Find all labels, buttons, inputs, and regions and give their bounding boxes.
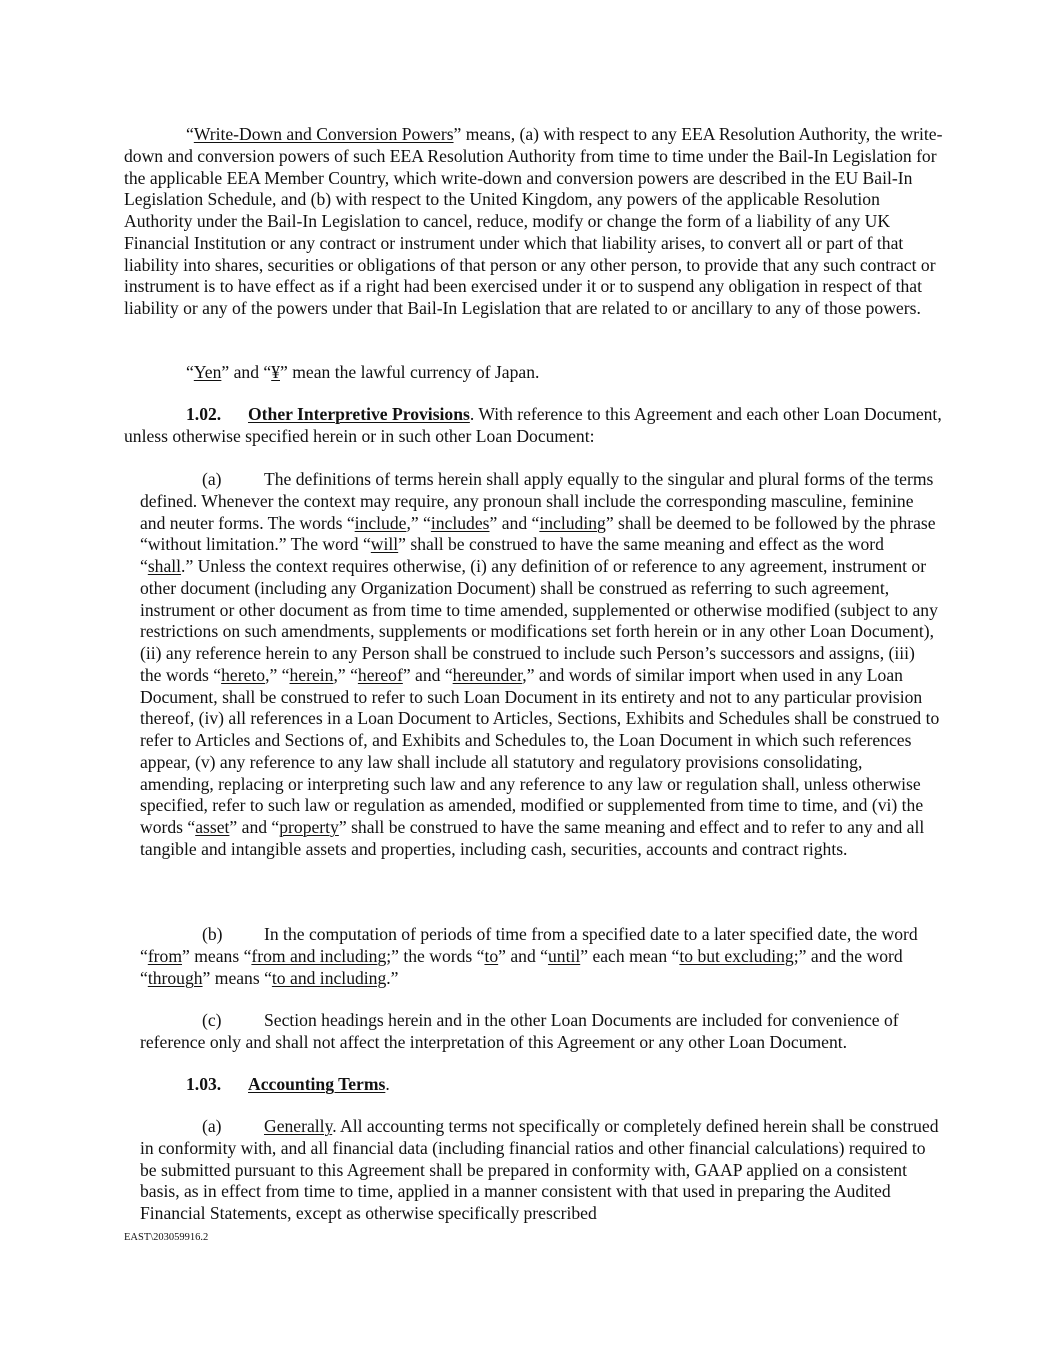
defined-term-write-down: Write-Down and Conversion Powers: [193, 124, 454, 144]
section-1-02-paragraph: [124, 404, 944, 448]
clause-1-03-a: [140, 1116, 940, 1225]
section-heading: Accounting Terms: [248, 1074, 386, 1094]
clause-text: . All accounting terms not specifically or completely defined herein shall be construed in conformity with, and all financial data (including financial ratios and other financial calculations) required to be submitted pursuant to this Agreement shall be prepared in conformity with, GAAP applied on a consistent basis, as in effect from time to time, applied in a manner consistent with that used in preparing the Audited Financial Statements, except as otherwise specifically prescribed: [140, 1116, 939, 1223]
term-property: property: [279, 817, 339, 837]
clause-text: ” and “: [229, 817, 280, 837]
term-from-and-including: from and including: [251, 945, 387, 966]
section-text: .: [385, 1074, 390, 1094]
clause-label: (a): [202, 1116, 222, 1136]
clause-label: (b): [202, 924, 223, 944]
clause-text: ,” and words of similar import when used in any Loan Document, shall be construed to refer to such Loan Document in its entirety and not to any particular provision thereof, (iv) all references in a Loan Document to Articles, Sections, Exhibits and Schedules shall be construed to refer to Articles and Sections of, and Exhibits and Schedules to, the Loan Document in which such references appear, (v) any reference to any law shall include all statutory and regulatory provisions consolidating, amending, replacing or interpreting such law and any reference to any law or regulation shall, unless otherwise specified, refer to such law or regulation as amended, modified or supplemented from time to time, and (vi) the words “: [140, 664, 940, 837]
clause-text: ;” and the word “: [140, 945, 903, 988]
clause-text: ;” the words “: [386, 945, 485, 966]
clause-text: In the computation of periods of time from a specified date to a later specified date, the word “: [140, 924, 918, 966]
clause-text: ,” “: [406, 512, 431, 533]
clause-text: ” shall be deemed to be followed by the phrase “without limitation.” The word “: [140, 512, 936, 555]
defined-term-yen-symbol: ¥: [271, 362, 280, 382]
clause-text: ” and “: [498, 945, 548, 966]
clause-1-02-b: [140, 924, 940, 989]
clause-text: ” and “: [489, 512, 540, 533]
clause-text: .”: [386, 967, 399, 988]
term-include: include: [354, 512, 407, 533]
clause-heading-generally: Generally: [264, 1116, 333, 1136]
clause-1-02-c: [140, 1010, 940, 1054]
term-hereof: hereof: [357, 664, 403, 685]
section-text: . With reference to this Agreement and each other Loan Document, unless otherwise specified herein or in such other Loan Document:: [124, 404, 942, 446]
section-number: 1.02.: [186, 404, 222, 424]
term-including: including: [539, 512, 606, 533]
clause-label: (c): [202, 1010, 222, 1030]
term-to: to: [484, 945, 499, 966]
term-shall: shall: [147, 556, 182, 576]
term-through: through: [147, 967, 203, 988]
clause-text: The definitions of terms herein shall apply equally to the singular and plural forms of the terms defined. Whenever the context may require, any pronoun shall include the corresponding masculine, feminine and neuter forms. The words “: [140, 469, 934, 533]
clause-text: ,” “: [265, 664, 290, 685]
clause-text: ” means “: [202, 967, 272, 988]
clause-text: ” shall be construed to have the same meaning and effect as the word “: [140, 534, 884, 576]
clause-text: .” Unless the context requires otherwise, (i) any definition of or reference to any agreement, instrument or other document (including any Organization Document) shall be construed as referring to such agreement, instrument or other document as from time to time amended, supplemented or otherwise modified (subject to any restrictions on such amendments, supplements or modifications set forth herein or in any other Loan Document), (ii) any reference herein to any Person shall be construed to include such Person’s successors and assigns, (iii) the words “: [140, 556, 938, 685]
open-quote: “: [186, 362, 194, 382]
term-includes: includes: [430, 512, 490, 533]
defined-term-yen: Yen: [193, 362, 222, 382]
term-hereunder: hereunder: [452, 664, 523, 685]
definition-text: ” and “: [221, 362, 272, 382]
term-to-and-including: to and including: [271, 967, 387, 988]
open-quote: “: [186, 124, 194, 144]
definition-yen-paragraph: [124, 362, 944, 384]
term-to-but-excluding: to but excluding: [679, 945, 794, 966]
clause-text: ” shall be construed to have the same meaning and effect and to refer to any and all tangible and intangible assets and properties, including cash, securities, accounts and contract rights.: [140, 817, 925, 859]
definition-text: ” means, (a) with respect to any EEA Resolution Authority, the write-down and conversion powers of such EEA Resolution Authority from time to time under the Bail-In Legislation for the applicable EEA Member Country, which write-down and conversion powers are described in the EU Bail-In Legislation Schedule, and (b) with respect to the United Kingdom, any powers of the applicable Resolution Authority under the Bail-In Legislation to cancel, reduce, modify or change the form of a liability of any UK Financial Institution or any contract or instrument under which that liability arises, to convert all or part of that liability into shares, securities or obligations of that person or any other person, to provide that any such contract or instrument is to have effect as if a right had been exercised under it or to suspend any obligation in respect of that liability or any of the powers under that Bail-In Legislation that are related to or ancillary to any of those powers.: [124, 124, 943, 318]
clause-text: ” each mean “: [580, 945, 680, 966]
term-from: from: [147, 945, 183, 966]
term-until: until: [547, 945, 581, 966]
section-number: 1.03.: [186, 1074, 222, 1094]
definition-text: ” mean the lawful currency of Japan.: [280, 362, 540, 382]
clause-label: (a): [202, 469, 222, 489]
term-will: will: [370, 534, 399, 555]
clause-text: ,” “: [333, 664, 358, 685]
document-footer-id: EAST\203059916.2: [124, 1232, 209, 1243]
clause-1-02-a: [140, 469, 940, 861]
term-herein: herein: [289, 664, 334, 685]
definition-write-down-paragraph: [124, 124, 944, 320]
clause-text: ” means “: [182, 945, 252, 966]
term-asset: asset: [195, 817, 230, 837]
section-1-03-paragraph: [124, 1074, 944, 1096]
term-hereto: hereto: [221, 664, 266, 685]
section-heading: Other Interpretive Provisions: [248, 404, 470, 424]
clause-text: ” and “: [402, 664, 453, 685]
clause-text: Section headings herein and in the other Loan Documents are included for convenience of reference only and shall not affect the interpretation of this Agreement or any other Loan Document.: [140, 1010, 899, 1052]
